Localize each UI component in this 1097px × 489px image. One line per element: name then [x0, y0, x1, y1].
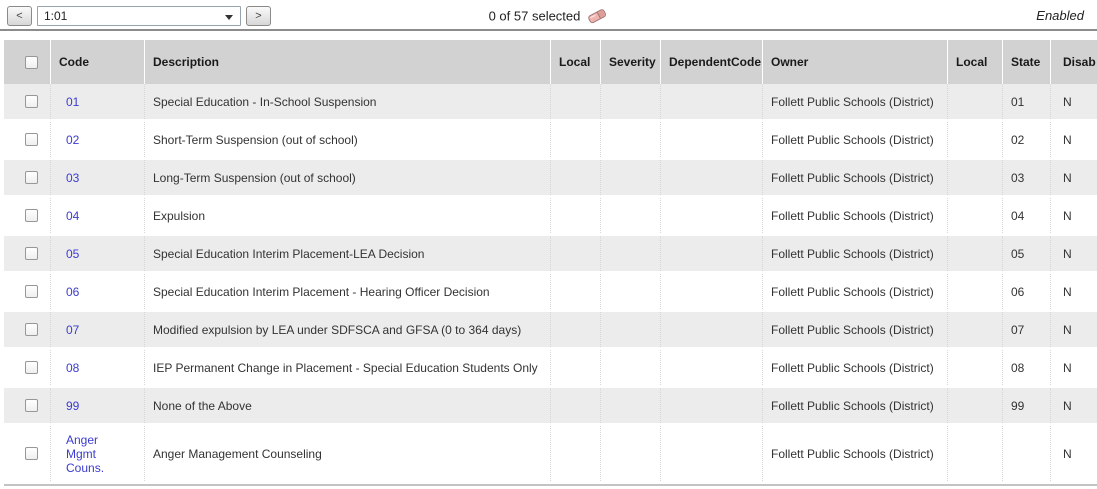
column-header-local-2[interactable]: Local: [947, 40, 1002, 84]
description-cell: Long-Term Suspension (out of school): [144, 160, 550, 195]
state-cell: 06: [1002, 274, 1050, 309]
table-header-row: [4, 40, 1097, 84]
table-row[interactable]: [4, 312, 1097, 350]
select-all-checkbox[interactable]: [25, 56, 38, 69]
owner-cell: Follett Public Schools (District): [762, 160, 947, 195]
dependent-code-cell: [660, 426, 762, 481]
description-cell: None of the Above: [144, 388, 550, 423]
owner-cell: Follett Public Schools (District): [762, 312, 947, 347]
dependent-code-cell: [660, 274, 762, 309]
owner-cell: Follett Public Schools (District): [762, 426, 947, 481]
code-link[interactable]: 07: [66, 322, 80, 337]
severity-cell: [600, 274, 660, 309]
row-checkbox[interactable]: [25, 399, 38, 412]
selection-status-area: [0, 7, 1097, 25]
dependent-code-cell: [660, 312, 762, 347]
severity-cell: [600, 122, 660, 157]
code-cell: [50, 122, 144, 157]
previous-page-button[interactable]: <: [7, 6, 32, 26]
row-checkbox-cell: [4, 198, 50, 233]
local-2-cell: [947, 426, 1002, 481]
row-checkbox[interactable]: [25, 133, 38, 146]
code-cell: [50, 350, 144, 385]
dependent-code-cell: [660, 350, 762, 385]
row-checkbox-cell: [4, 160, 50, 195]
disabled-cell: N: [1050, 274, 1097, 309]
column-header-code[interactable]: Code: [50, 40, 144, 84]
local-2-cell: [947, 236, 1002, 271]
column-header-state[interactable]: State: [1002, 40, 1050, 84]
local-cell: [550, 350, 600, 385]
owner-cell: Follett Public Schools (District): [762, 274, 947, 309]
owner-cell: Follett Public Schools (District): [762, 198, 947, 233]
local-2-cell: [947, 388, 1002, 423]
state-cell: 07: [1002, 312, 1050, 347]
local-cell: [550, 236, 600, 271]
code-cell: [50, 236, 144, 271]
description-cell: Special Education Interim Placement - Hearing Officer Decision: [144, 274, 550, 309]
state-cell: 01: [1002, 84, 1050, 119]
column-header-checkbox: [4, 40, 50, 84]
local-cell: [550, 274, 600, 309]
filter-menu-label[interactable]: Enabled: [1036, 8, 1084, 23]
table-row[interactable]: [4, 236, 1097, 274]
local-cell: [550, 198, 600, 233]
state-cell: 99: [1002, 388, 1050, 423]
column-header-disabled[interactable]: Disab: [1050, 40, 1097, 84]
row-checkbox[interactable]: [25, 209, 38, 222]
records-table: [4, 40, 1097, 484]
code-cell: [50, 274, 144, 309]
owner-cell: Follett Public Schools (District): [762, 388, 947, 423]
state-cell: 04: [1002, 198, 1050, 233]
description-cell: Anger Management Counseling: [144, 426, 550, 481]
table-row[interactable]: [4, 274, 1097, 312]
code-link[interactable]: 01: [66, 94, 80, 109]
table-row[interactable]: [4, 388, 1097, 426]
row-checkbox-cell: [4, 274, 50, 309]
table-row[interactable]: [4, 84, 1097, 122]
column-header-severity[interactable]: Severity: [600, 40, 660, 84]
owner-cell: Follett Public Schools (District): [762, 84, 947, 119]
row-checkbox[interactable]: [25, 285, 38, 298]
next-page-button[interactable]: >: [246, 6, 271, 26]
toolbar: [0, 0, 1097, 31]
state-cell: 08: [1002, 350, 1050, 385]
owner-cell: Follett Public Schools (District): [762, 350, 947, 385]
column-header-description[interactable]: Description: [144, 40, 550, 84]
code-cell: [50, 312, 144, 347]
clear-selection-eraser-icon[interactable]: [586, 7, 608, 25]
severity-cell: [600, 350, 660, 385]
row-checkbox[interactable]: [25, 95, 38, 108]
local-2-cell: [947, 274, 1002, 309]
description-cell: Special Education Interim Placement-LEA Decision: [144, 236, 550, 271]
disabled-cell: N: [1050, 198, 1097, 233]
row-checkbox-cell: [4, 426, 50, 481]
disabled-cell: N: [1050, 350, 1097, 385]
local-2-cell: [947, 160, 1002, 195]
local-cell: [550, 84, 600, 119]
local-cell: [550, 388, 600, 423]
severity-cell: [600, 198, 660, 233]
dependent-code-cell: [660, 122, 762, 157]
row-checkbox[interactable]: [25, 247, 38, 260]
table-row[interactable]: [4, 198, 1097, 236]
local-2-cell: [947, 198, 1002, 233]
row-checkbox-cell: [4, 312, 50, 347]
table-body: [4, 84, 1097, 484]
code-link[interactable]: 08: [66, 360, 80, 375]
local-cell: [550, 160, 600, 195]
row-checkbox-cell: [4, 388, 50, 423]
row-checkbox-cell: [4, 122, 50, 157]
owner-cell: Follett Public Schools (District): [762, 122, 947, 157]
dependent-code-cell: [660, 236, 762, 271]
row-checkbox[interactable]: [25, 447, 38, 460]
table-bottom-border: [4, 484, 1097, 486]
local-cell: [550, 426, 600, 481]
row-checkbox-cell: [4, 84, 50, 119]
description-cell: IEP Permanent Change in Placement - Special Education Students Only: [144, 350, 550, 385]
column-header-owner[interactable]: Owner: [762, 40, 947, 84]
code-cell: [50, 388, 144, 423]
code-link[interactable]: 04: [66, 208, 80, 223]
state-cell: 02: [1002, 122, 1050, 157]
view-select-value: 1:01: [44, 9, 68, 23]
owner-cell: Follett Public Schools (District): [762, 236, 947, 271]
severity-cell: [600, 236, 660, 271]
code-cell: [50, 198, 144, 233]
table-row[interactable]: [4, 350, 1097, 388]
disabled-cell: N: [1050, 160, 1097, 195]
code-link[interactable]: 05: [66, 246, 80, 261]
code-link[interactable]: 99: [66, 398, 80, 413]
selection-status: 0 of 57 selected: [488, 8, 581, 24]
severity-cell: [600, 312, 660, 347]
code-cell: [50, 426, 144, 481]
severity-cell: [600, 388, 660, 423]
disabled-cell: N: [1050, 122, 1097, 157]
row-checkbox-cell: [4, 236, 50, 271]
dependent-code-cell: [660, 84, 762, 119]
disabled-cell: N: [1050, 312, 1097, 347]
state-cell: 05: [1002, 236, 1050, 271]
local-cell: [550, 122, 600, 157]
code-cell: [50, 84, 144, 119]
row-checkbox[interactable]: [25, 171, 38, 184]
disabled-cell: N: [1050, 426, 1097, 481]
disabled-cell: N: [1050, 388, 1097, 423]
local-2-cell: [947, 122, 1002, 157]
dependent-code-cell: [660, 198, 762, 233]
row-checkbox-cell: [4, 350, 50, 385]
local-2-cell: [947, 312, 1002, 347]
severity-cell: [600, 84, 660, 119]
row-checkbox[interactable]: [25, 323, 38, 336]
severity-cell: [600, 160, 660, 195]
description-cell: Short-Term Suspension (out of school): [144, 122, 550, 157]
code-cell: [50, 160, 144, 195]
disabled-cell: N: [1050, 236, 1097, 271]
state-cell: [1002, 426, 1050, 481]
local-2-cell: [947, 350, 1002, 385]
description-cell: Expulsion: [144, 198, 550, 233]
column-header-dependentcode[interactable]: DependentCode: [660, 40, 762, 84]
dependent-code-cell: [660, 160, 762, 195]
dependent-code-cell: [660, 388, 762, 423]
local-cell: [550, 312, 600, 347]
column-header-local[interactable]: Local: [550, 40, 600, 84]
description-cell: Modified expulsion by LEA under SDFSCA and GFSA (0 to 364 days): [144, 312, 550, 347]
disabled-cell: N: [1050, 84, 1097, 119]
local-2-cell: [947, 84, 1002, 119]
severity-cell: [600, 426, 660, 481]
table-row[interactable]: [4, 426, 1097, 484]
code-link[interactable]: 06: [66, 284, 80, 299]
row-checkbox[interactable]: [25, 361, 38, 374]
code-link[interactable]: Anger Mgmt Couns.: [66, 432, 105, 475]
table-row[interactable]: [4, 160, 1097, 198]
description-cell: Special Education - In-School Suspension: [144, 84, 550, 119]
table-row[interactable]: [4, 122, 1097, 160]
code-link[interactable]: 02: [66, 132, 80, 147]
code-link[interactable]: 03: [66, 170, 80, 185]
state-cell: 03: [1002, 160, 1050, 195]
